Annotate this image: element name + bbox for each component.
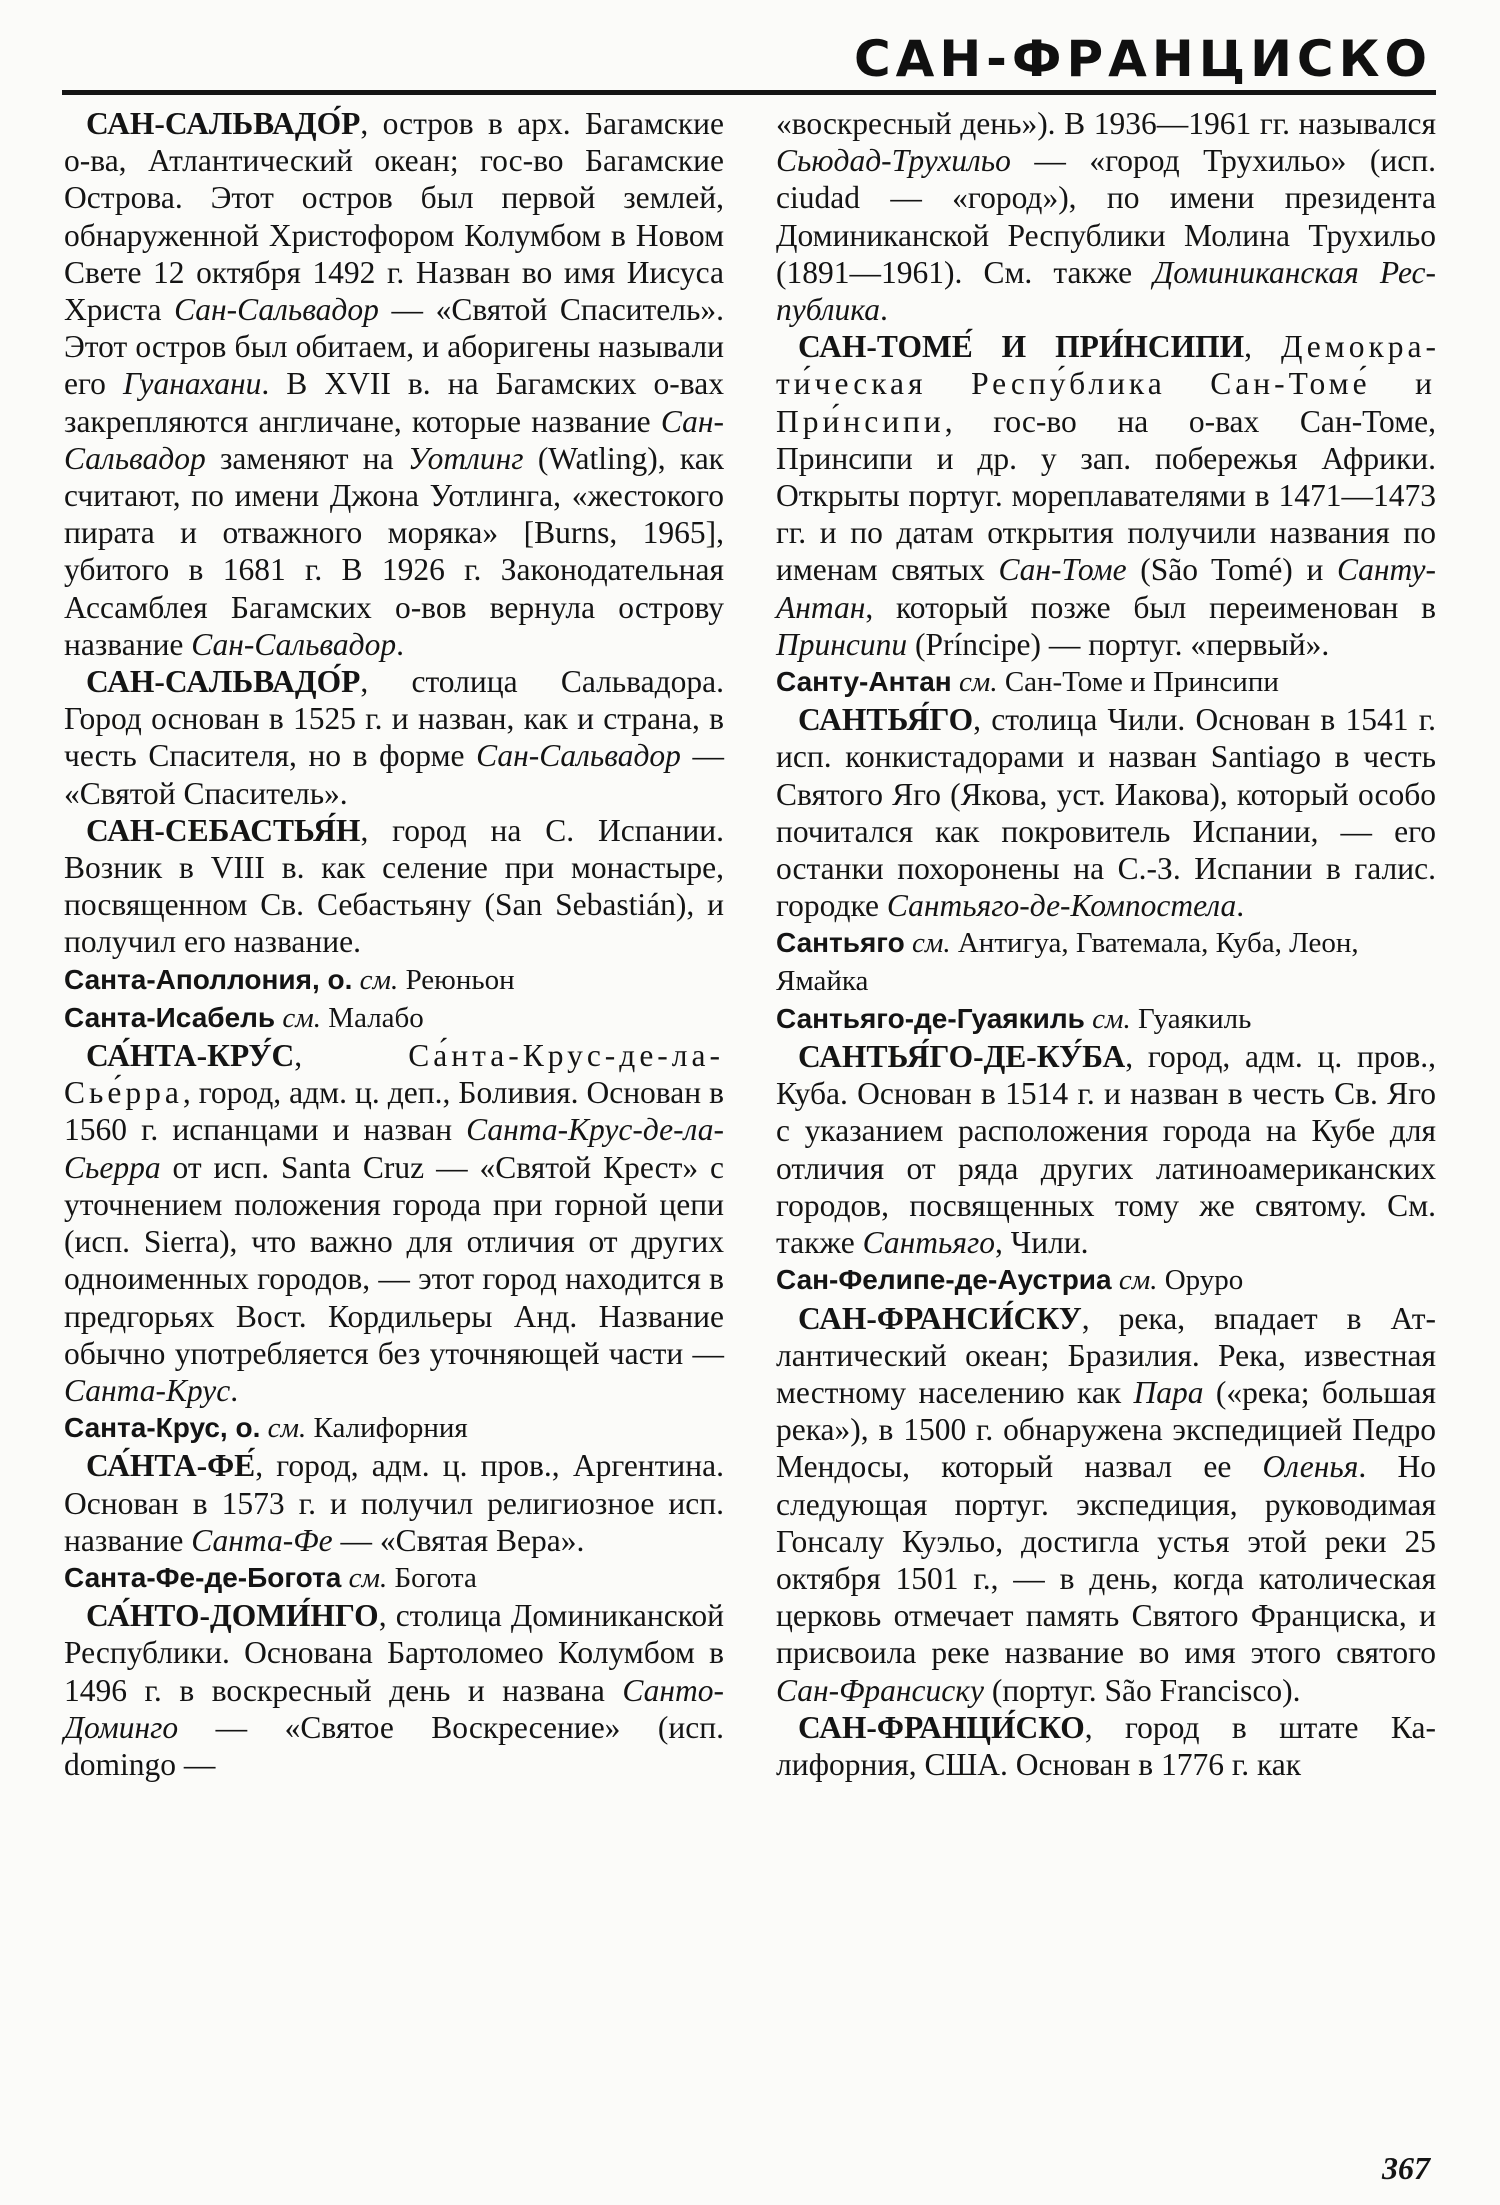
entry-san-francisco-city: САН-ФРАНЦИ́СКО, город в штате Калифорния, США. Основан в 1776 г. как: [776, 1709, 1436, 1782]
entry-santo-domingo: СА́НТО-ДОМИ́НГО, столица Доминиканской Республики. Основана Бартоломео Колумбом в 1496 г. в воскресный день и названа Санто-Доминго — «Святое Воскресение» (исп. domingo —: [64, 1598, 724, 1782]
cross-reference: Санта-Аполлония, о. см. Реюньон: [64, 963, 515, 996]
entry-san-salvador-island: САН-САЛЬВАДО́Р, остров в арх. Багамские о-ва, Атлантический океан; гос-во Багамские Острова. Этот остров был первой землей, обнаруженной Христофором Колумбом в Новом Свете 12 октября 1492 г. Назван во имя Иисуса Христа Сан-Сальвадор — «Святой Спаситель». Этот остров был обитаем, и аборигены называли его Гуанахани. В XVII в. на Багамских о-вах закрепляются англичане, которые название Сан-Сальвадор заменяют на Уотлинг (Watling), как считают, по имени Джона Уотлинга, «жестокого пирата и отважного моряка» [Burns, 1965], убитого в 1681 г. В 1926 г. Законодательная Ассамблея Багамских о-вов вернула острову название Сан-Сальвадор.: [64, 106, 724, 662]
headword: СА́НТА-КРУ́С: [86, 1038, 295, 1074]
entry-santo-domingo-continued: «воскресный день»). В 1936—1961 гг. назывался Сьюдад-Трухильо — «город Трухильо» (исп. ciudad — «город»), по имени президента Доминиканской Республики Молина Трухильо (1891—1961). См. также Доминиканская Республика.: [776, 106, 1436, 328]
headword: САН-СЕБАСТЬЯ́Н: [86, 812, 361, 848]
cross-reference: Сантьяго-де-Гуаякиль см. Гуаякиль: [776, 1002, 1252, 1035]
cross-reference: Санту-Антан см. Сан-Томе и Принсипи: [776, 666, 1279, 699]
headword: САН-ФРАНСИ́СКУ: [798, 1300, 1082, 1336]
cross-reference: Санта-Исабель см. Малабо: [64, 1001, 424, 1034]
headword: САН-ФРАНЦИ́СКО: [798, 1709, 1085, 1745]
entry-sao-tome-principe: САН-ТОМЕ́ И ПРИ́НСИПИ, Демократи́ческая Респу́блика Сан-Томе́ и При́нсипи, гос-во на о-вах Сан-Томе, Принсипи и др. у зап. побережья Африки. Открыты португ. мореплавателями в 1471—1473 гг. и по датам открытия получили названия по именам святых Сан-Томе (São Tomé) и Санту-Антан, который позже был переименован в Принсипи (Príncipe) — португ. «первый».: [776, 329, 1437, 662]
header-rule: [62, 90, 1436, 95]
headword: САН-САЛЬВАДО́Р: [86, 664, 361, 700]
cross-reference: Сан-Фелипе-де-Аустриа см. Оруро: [776, 1264, 1244, 1297]
entry-santa-fe: СА́НТА-ФЕ́, город, адм. ц. пров., Аргентина. Основан в 1573 г. и получил религиозное исп. название Санта-Фе — «Святая Вера».: [64, 1448, 724, 1558]
headword: СА́НТО-ДОМИ́НГО: [86, 1598, 379, 1634]
cross-reference: Санта-Фе-де-Богота см. Богота: [64, 1561, 477, 1594]
headword: САНТЬЯ́ГО-ДЕ-КУ́БА: [798, 1039, 1126, 1075]
running-head: [62, 30, 1436, 88]
entry-sao-francisco-river: САН-ФРАНСИ́СКУ, река, впадает в Атлантический океан; Бразилия. Река, известная местному населению как Пара («река; большая река»), в 1500 г. обнаружена экспедицией Педро Мендосы, который назвал ее Оленья. Но следующая португ. экспедиция, руководимая Гонсалу Куэльо, достигла устья этой реки 25 октября 1501 г., — в день, когда католическая церковь отмечает память Святого Франциска, и присвоила реке название во имя этого святого Сан-Франсиску (португ. São Francisco).: [776, 1300, 1436, 1708]
headword: СА́НТА-ФЕ́: [86, 1448, 256, 1484]
headword: САНТЬЯ́ГО: [798, 702, 974, 738]
headword: САН-САЛЬВАДО́Р: [86, 106, 361, 141]
entry-san-salvador-capital: САН-САЛЬВАДО́Р, столица Сальвадора. Город основан в 1525 г. и назван, как и страна, в честь Спасителя, но в форме Сан-Сальвадор — «Святой Спаситель».: [64, 664, 724, 811]
headword: САН-ТОМЕ́ И ПРИ́НСИПИ: [798, 329, 1245, 365]
cross-reference: Сантьяго см. Антигуа, Гватемала, Куба, Леон, Ямайка: [776, 927, 1359, 997]
right-column: [776, 105, 1436, 1783]
left-column: [64, 105, 724, 1783]
entry-santa-cruz: СА́НТА-КРУ́С, Са́нта-Крус-де-ла-Сье́рра, город, адм. ц. деп., Боливия. Основан в 1560 г. испанцами и назван Санта-Крус-де-ла-Сьерра от исп. Santa Cruz — «Святой Крест» с уточнением положения города при горной цепи (исп. Sierra), что важно для отличия от других одноименных городов, — этот город находится в предгорьях Вост. Кордильеры Анд. Название обычно употребляется без уточняющей части — Санта-Крус.: [64, 1038, 724, 1408]
cross-reference: Санта-Крус, о. см. Калифорния: [64, 1412, 468, 1445]
page-number: 367: [1382, 2150, 1430, 2186]
entry-santiago-de-cuba: САНТЬЯ́ГО-ДЕ-КУ́БА, город, адм. ц. пров., Куба. Основан в 1514 г. и назван в честь Св. Яго с указанием расположения города на Кубе для отличия от ряда других латиноамериканских городов, посвященных тому же святому. См. также Сантьяго, Чили.: [776, 1039, 1436, 1261]
entry-san-sebastian: САН-СЕБАСТЬЯ́Н, город на С. Испании. Возник в VIII в. как селение при монастыре, посвященном Св. Себастьяну (San Sebastián), и получил его название.: [64, 812, 724, 960]
entry-santiago: САНТЬЯ́ГО, столица Чили. Основан в 1541 г. исп. конкистадорами и назван Santiago в честь Святого Яго (Якова, уст. Иакова), который особо почитался как покровитель Испании, — его останки похоронены на С.-З. Испании в галис. городке Сантьяго-де-Компостела.: [776, 702, 1436, 924]
running-head-title: САН-ФРАНЦИСКО: [853, 30, 1432, 88]
